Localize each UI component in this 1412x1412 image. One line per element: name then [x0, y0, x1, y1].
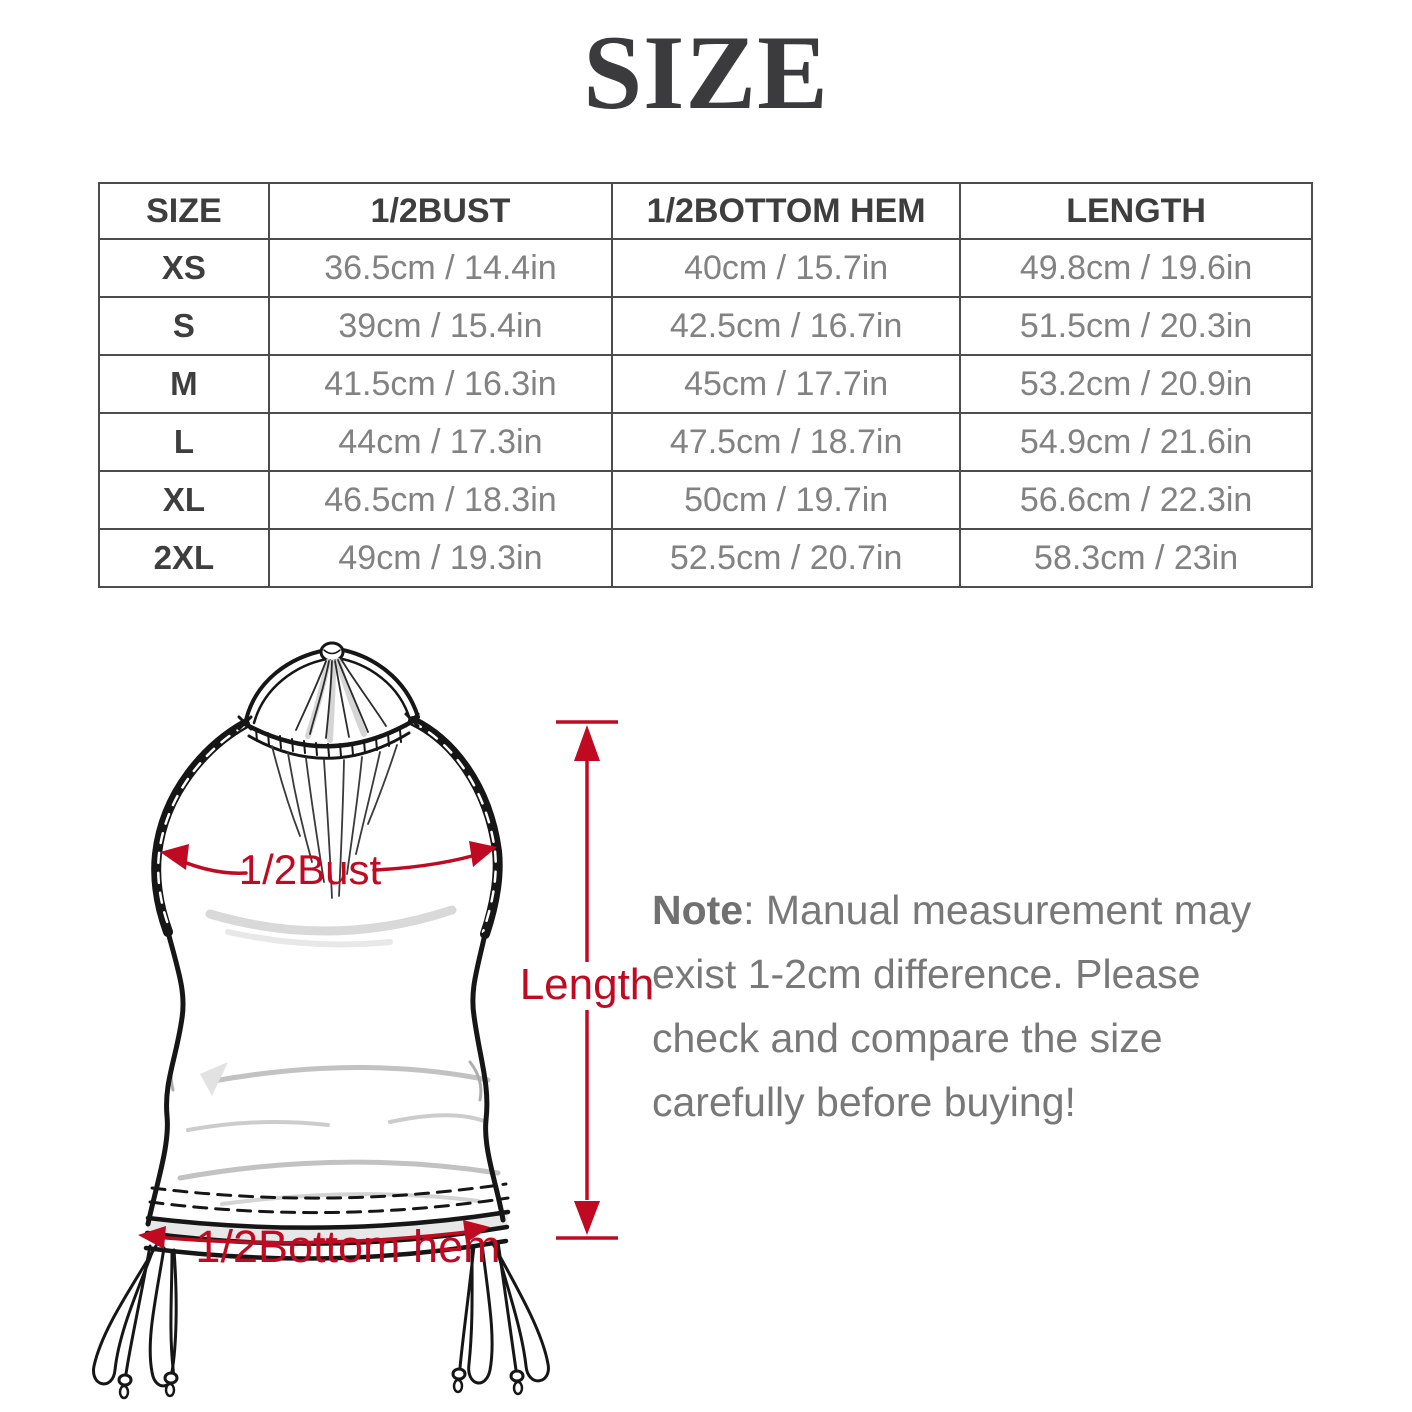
- bust-value: 44cm / 17.3in: [269, 413, 612, 471]
- hem-value: 45cm / 17.7in: [612, 355, 960, 413]
- table-row-m: [99, 355, 1312, 413]
- bottom-hem-label: 1/2Bottom hem: [195, 1221, 501, 1272]
- bust-label: 1/2Bust: [238, 846, 382, 893]
- bust-value: 46.5cm / 18.3in: [269, 471, 612, 529]
- table-row-2xl: [99, 529, 1312, 587]
- bust-value: 39cm / 15.4in: [269, 297, 612, 355]
- length-value: 58.3cm / 23in: [960, 529, 1312, 587]
- length-arrow-up-icon: [574, 725, 600, 761]
- hem-value: 40cm / 15.7in: [612, 239, 960, 297]
- note-label: Note: [652, 887, 744, 933]
- size-table: [98, 182, 1313, 588]
- hem-value: 50cm / 19.7in: [612, 471, 960, 529]
- garment-diagram: [60, 630, 680, 1412]
- size-value: 2XL: [99, 529, 269, 587]
- col-header-length: LENGTH: [960, 183, 1312, 239]
- note-text: [652, 878, 1316, 1134]
- size-value: S: [99, 297, 269, 355]
- bust-value: 49cm / 19.3in: [269, 529, 612, 587]
- length-value: 49.8cm / 19.6in: [960, 239, 1312, 297]
- table-row-xl: [99, 471, 1312, 529]
- table-row-s: [99, 297, 1312, 355]
- page-title: SIZE: [583, 14, 829, 131]
- size-value: XL: [99, 471, 269, 529]
- bust-measure-annotation: [160, 841, 497, 893]
- length-label: Length: [519, 960, 655, 1009]
- hem-value: 47.5cm / 18.7in: [612, 413, 960, 471]
- hem-value: 52.5cm / 20.7in: [612, 529, 960, 587]
- bust-value: 41.5cm / 16.3in: [269, 355, 612, 413]
- size-value: L: [99, 413, 269, 471]
- length-arrow-down-icon: [574, 1201, 600, 1235]
- table-row-xs: [99, 239, 1312, 297]
- length-value: 53.2cm / 20.9in: [960, 355, 1312, 413]
- length-measure-annotation: [520, 722, 655, 1238]
- col-header-half-bust: 1/2BUST: [269, 183, 612, 239]
- hem-value: 42.5cm / 16.7in: [612, 297, 960, 355]
- length-value: 51.5cm / 20.3in: [960, 297, 1312, 355]
- size-value: XS: [99, 239, 269, 297]
- fabric-fold-lines: [171, 910, 498, 1204]
- size-value: M: [99, 355, 269, 413]
- bust-value: 36.5cm / 14.4in: [269, 239, 612, 297]
- table-header-row: [99, 183, 1312, 239]
- length-value: 56.6cm / 22.3in: [960, 471, 1312, 529]
- col-header-half-bottom-hem: 1/2BOTTOM HEM: [612, 183, 960, 239]
- table-row-l: [99, 413, 1312, 471]
- col-header-size: SIZE: [99, 183, 269, 239]
- bust-arrow-left-icon: [160, 844, 189, 870]
- note-body: : Manual measurement may exist 1-2cm difference. Please check and compare the size carefully before buying!: [652, 887, 1252, 1125]
- length-value: 54.9cm / 21.6in: [960, 413, 1312, 471]
